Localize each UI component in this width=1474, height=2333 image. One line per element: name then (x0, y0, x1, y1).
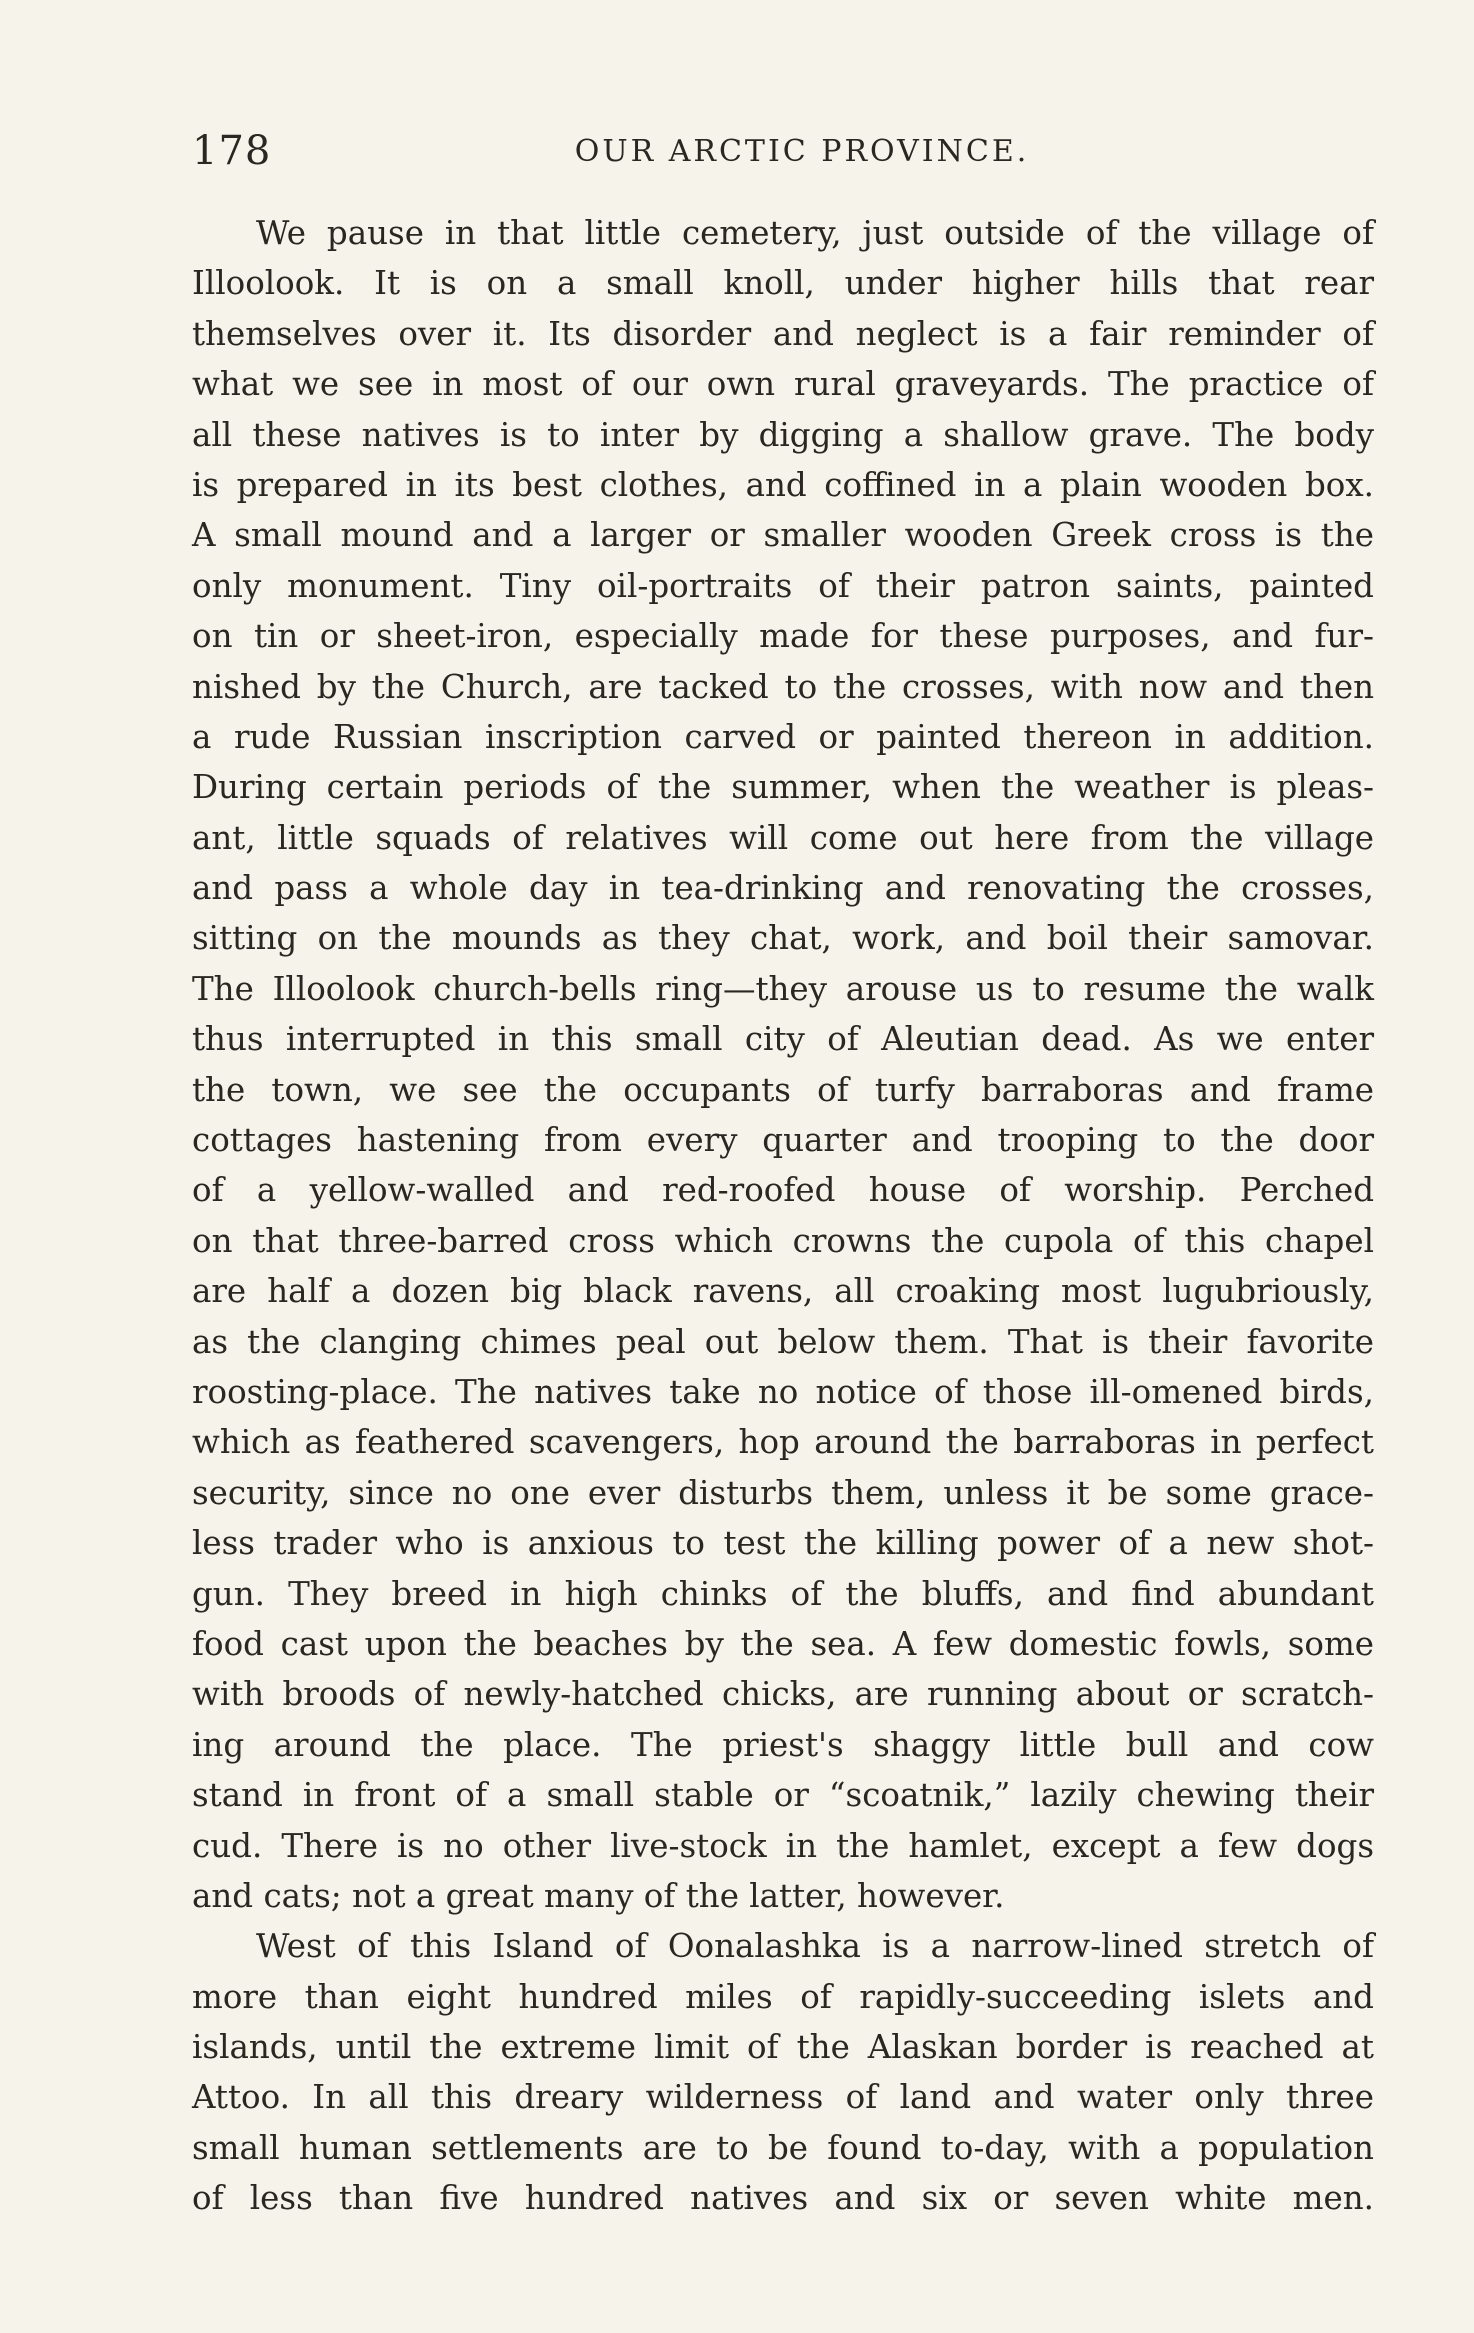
text-line: and pass a whole day in tea-drinking and renovating the crosses, (192, 869, 1374, 908)
text-line: what we see in most of our own rural graveyards. The practice of (192, 365, 1374, 404)
text-line: food cast upon the beaches by the sea. A few domestic fowls, some (192, 1624, 1374, 1663)
text-line: more than eight hundred miles of rapidly-succeeding islets and (192, 1977, 1374, 2016)
text-line: ing around the place. The priest's shaggy little bull and cow (192, 1725, 1374, 1764)
text-line: ant, little squads of relatives will come out here from the village (192, 818, 1374, 857)
text-line: roosting-place. The natives take no notice of those ill-omened birds, (192, 1372, 1374, 1411)
text-line: only monument. Tiny oil-portraits of their patron saints, painted (192, 566, 1374, 605)
text-line: with broods of newly-hatched chicks, are running about or scratch- (192, 1675, 1374, 1714)
text-line: islands, until the extreme limit of the Alaskan border is reached at (192, 2028, 1374, 2067)
running-head (192, 128, 1372, 178)
text-line: themselves over it. Its disorder and neglect is a fair reminder of (192, 314, 1374, 353)
text-line: a rude Russian inscription carved or painted thereon in addition. (192, 717, 1374, 756)
text-line: of a yellow-walled and red-roofed house of worship. Perched (192, 1171, 1374, 1210)
text-line: security, since no one ever disturbs them, unless it be some grace- (192, 1473, 1374, 1512)
text-line: on that three-barred cross which crowns the cupola of this chapel (192, 1221, 1374, 1260)
text-line: on tin or sheet-iron, especially made for these purposes, and fur- (192, 617, 1374, 656)
page-number: 178 (192, 128, 272, 174)
text-line: nished by the Church, are tacked to the crosses, with now and then (192, 667, 1374, 706)
running-title: OUR ARCTIC PROVINCE. (574, 134, 1030, 169)
text-line: all these natives is to inter by digging a shallow grave. The body (192, 415, 1374, 454)
text-line: are half a dozen big black ravens, all croaking most lugubriously, (192, 1272, 1374, 1311)
paragraph-1 (192, 208, 1374, 1921)
text-line: gun. They breed in high chinks of the bluffs, and find abundant (192, 1574, 1374, 1613)
text-line: Illoolook. It is on a small knoll, under higher hills that rear (192, 264, 1374, 303)
text-line: of less than five hundred natives and six or seven white men. (192, 2179, 1374, 2218)
body-text (192, 208, 1374, 2224)
text-line: less trader who is anxious to test the killing power of a new shot- (192, 1524, 1374, 1563)
text-line: cottages hastening from every quarter and trooping to the door (192, 1121, 1374, 1160)
text-line: Attoo. In all this dreary wilderness of land and water only three (192, 2078, 1374, 2117)
text-line: During certain periods of the summer, when the weather is pleas- (192, 768, 1374, 807)
text-line: cud. There is no other live-stock in the hamlet, except a few dogs (192, 1826, 1374, 1865)
text-line: as the clanging chimes peal out below them. That is their favorite (192, 1322, 1374, 1361)
text-line: West of this Island of Oonalashka is a narrow-lined stretch of (256, 1927, 1374, 1966)
text-line: A small mound and a larger or smaller wooden Greek cross is the (192, 516, 1374, 555)
text-line: stand in front of a small stable or “scoatnik,” lazily chewing their (192, 1776, 1374, 1815)
text-line: the town, we see the occupants of turfy barraboras and frame (192, 1070, 1374, 1109)
text-line: and cats; not a great many of the latter, however. (192, 1876, 1005, 1915)
text-line: The Illoolook church-bells ring—they arouse us to resume the walk (192, 969, 1374, 1008)
text-line: is prepared in its best clothes, and coffined in a plain wooden box. (192, 465, 1374, 504)
paragraph-2 (192, 1921, 1374, 2223)
text-line: which as feathered scavengers, hop around the barraboras in perfect (192, 1423, 1374, 1462)
text-line: We pause in that little cemetery, just outside of the village of (256, 214, 1374, 252)
text-line: thus interrupted in this small city of Aleutian dead. As we enter (192, 1020, 1374, 1059)
text-line: sitting on the mounds as they chat, work, and boil their samovar. (192, 919, 1374, 958)
text-line: small human settlements are to be found to-day, with a population (192, 2128, 1374, 2167)
